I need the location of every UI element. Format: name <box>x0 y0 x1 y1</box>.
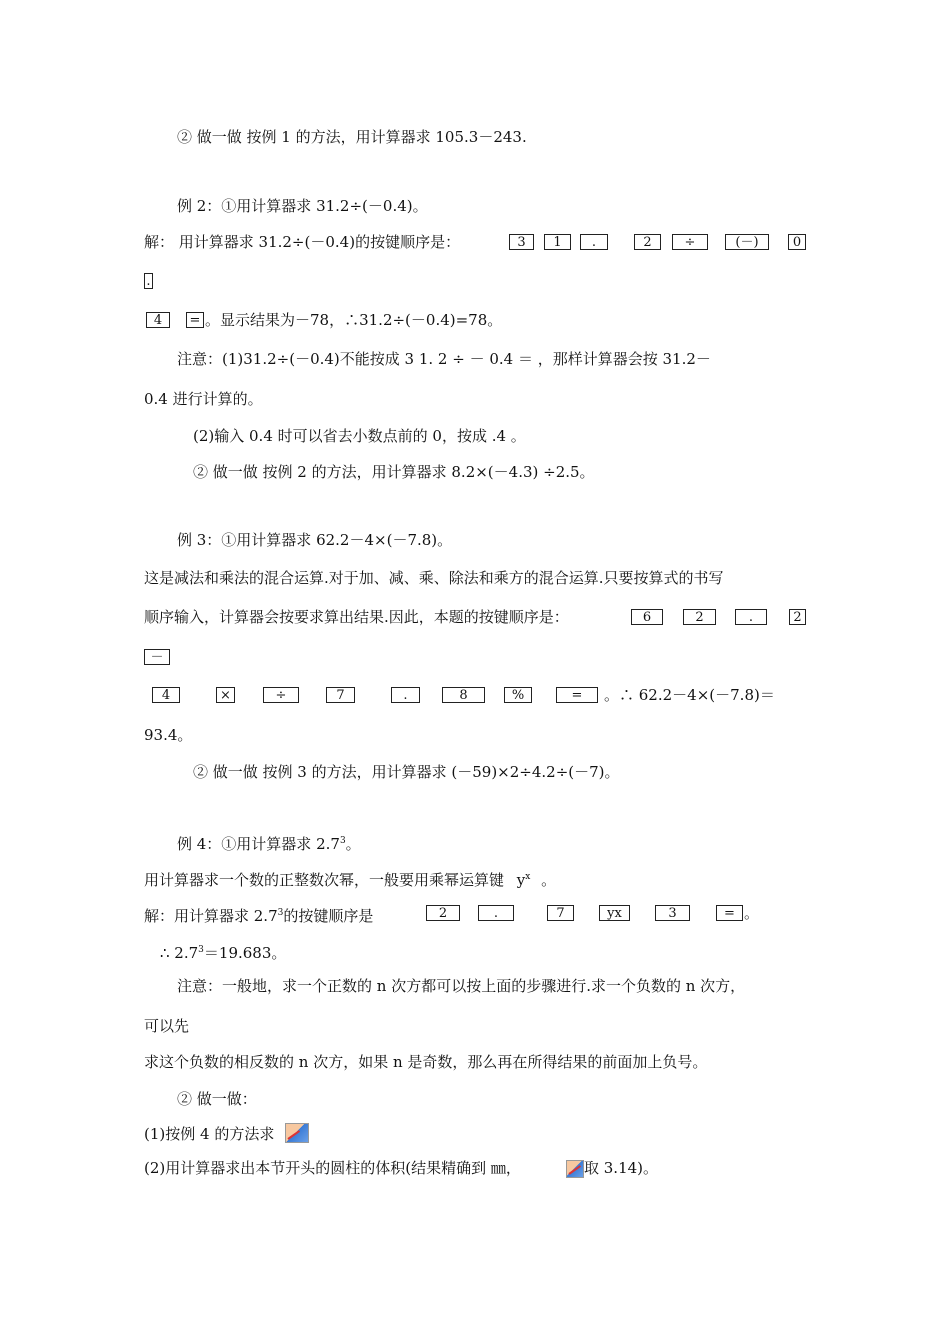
note-2: (2)输入 0.4 时可以省去小数点前的 0，按成 .4 。 <box>193 427 526 445</box>
key-7: 7 <box>547 905 574 921</box>
key-2: 2 <box>634 234 661 250</box>
practice-3: ② 做一做 按例 3 的方法，用计算器求 (－59)×2÷4.2÷(－7)。 <box>193 763 620 781</box>
example-4-result-text: ∴ 2.7 <box>160 944 199 962</box>
power-key-exp: x <box>525 872 531 882</box>
key-dot: . <box>580 234 608 250</box>
power-key-base: y <box>516 871 526 889</box>
formula-image <box>285 1123 309 1143</box>
example-3-title: 例 3：①用计算器求 62.2－4×(－7.8)。 <box>177 531 453 549</box>
key-power: yx <box>599 905 630 921</box>
key-2: 2 <box>426 905 460 921</box>
example-3-line-2: 顺序输入，计算器会按要求算出结果.因此，本题的按键顺序是： <box>144 608 569 626</box>
practice-2: ② 做一做 按例 2 的方法，用计算器求 8.2×(－4.3) ÷2.5。 <box>193 463 595 481</box>
period: 。 <box>744 904 760 922</box>
key-0: 0 <box>788 234 806 250</box>
practice-4-1: (1)按例 4 的方法求 <box>144 1125 275 1143</box>
example-4-result <box>160 940 286 963</box>
key-dot: . <box>478 905 514 921</box>
key-dot: . <box>735 609 767 625</box>
period: 。 <box>345 835 361 853</box>
example-3-line-1: 这是减法和乘法的混合运算.对于加、减、乘、除法和乘方的混合运算.只要按算式的书写 <box>144 569 724 587</box>
practice-4-2-b: 取 3.14)。 <box>584 1159 659 1177</box>
power-key-text: 用计算器求一个数的正整数次幂，一般要用乘幂运算键 <box>144 871 505 889</box>
key-1: 1 <box>544 234 571 250</box>
key-equals: = <box>716 905 743 921</box>
note-4c: 求这个负数的相反数的 n 次方，如果 n 是奇数，那么再在所得结果的前面加上负号。 <box>144 1053 708 1071</box>
note-4a: 注意：一般地，求一个正数的 n 次方都可以按上面的步骤进行.求一个负数的 n 次方， <box>177 977 746 995</box>
exponent: 3 <box>339 836 346 846</box>
pi-image <box>566 1160 584 1178</box>
key-percent: % <box>504 687 532 703</box>
key-times: × <box>216 687 235 703</box>
practice-4: ② 做一做： <box>177 1090 257 1108</box>
example-4-solution-text-b: 的按键顺序是 <box>283 907 374 925</box>
note-4b: 可以先 <box>144 1017 190 1035</box>
key-6: 6 <box>631 609 663 625</box>
key-divide: ÷ <box>263 687 299 703</box>
key-2: 2 <box>683 609 716 625</box>
key-7: 7 <box>326 687 355 703</box>
practice-1: ② 做一做 按例 1 的方法，用计算器求 105.3－243. <box>177 128 527 146</box>
example-4-line-1 <box>144 867 556 890</box>
key-divide: ÷ <box>672 234 708 250</box>
key-minus: － <box>144 649 170 665</box>
key-3: 3 <box>655 905 690 921</box>
note-1b: 0.4 进行计算的。 <box>144 390 263 408</box>
example-2-title: 例 2：①用计算器求 31.2÷(－0.4)。 <box>177 197 428 215</box>
example-4-solution-text: 解：用计算器求 2.7 <box>144 907 278 925</box>
example-4-title-text: 例 4：①用计算器求 2.7 <box>177 835 340 853</box>
power-key <box>517 871 531 889</box>
example-2-solution: 解： 用计算器求 31.2÷(－0.4)的按键顺序是： <box>144 233 461 251</box>
key-3: 3 <box>509 234 534 250</box>
key-4: 4 <box>152 687 180 703</box>
example-3-result: 。∴ 62.2－4×(－7.8)＝ <box>604 686 775 704</box>
key-4: 4 <box>146 312 170 328</box>
exponent: 3 <box>277 908 284 918</box>
key-2b: 2 <box>789 609 806 625</box>
key-dot-3: . <box>391 687 420 703</box>
key-equals: = <box>186 312 204 328</box>
example-4-result-value: ＝19.683。 <box>203 944 287 962</box>
period: 。 <box>541 871 557 889</box>
example-4-title <box>177 831 361 854</box>
key-equals: = <box>556 687 598 703</box>
key-negative: (－) <box>725 234 769 250</box>
example-2-result: 。显示结果为－78，∴31.2÷(－0.4)=78。 <box>205 311 503 329</box>
practice-4-2: (2)用计算器求出本节开头的圆柱的体积(结果精确到 ㎜， <box>144 1159 521 1177</box>
note-1a: 注意：(1)31.2÷(－0.4)不能按成 3 1. 2 ÷ － 0.4 ＝ ，那样计算器会按 31.2－ <box>177 350 711 368</box>
example-4-solution <box>144 903 373 926</box>
key-dot-2: . <box>144 273 153 289</box>
exponent: 3 <box>198 945 204 955</box>
example-3-result-b: 93.4。 <box>144 726 193 744</box>
key-8: 8 <box>442 687 485 703</box>
